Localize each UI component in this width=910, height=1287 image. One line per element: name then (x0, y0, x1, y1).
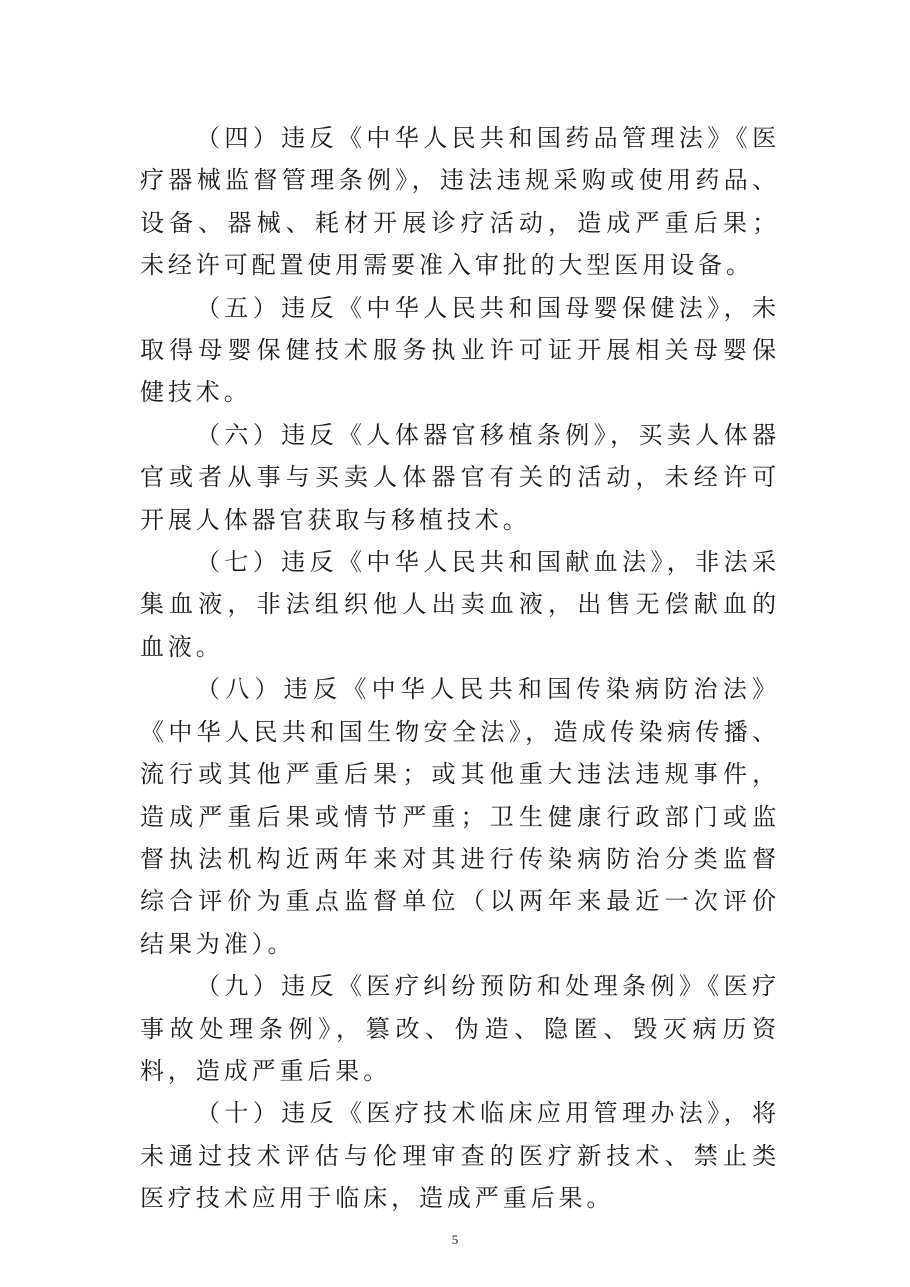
paragraph-item-10: （十）违反《医疗技术临床应用管理办法》，将未通过技术评估与伦理审查的医疗新技术、禁止类医疗技术应用于临床，造成严重后果。 (140, 1099, 780, 1213)
paragraph-item-7: （七）违反《中华人民共和国献血法》，非法采集血液，非法组织他人出卖血液，出售无偿献血的血液。 (140, 548, 780, 661)
document-body (140, 117, 780, 1220)
paragraph-item-6: （六）违反《人体器官移植条例》，买卖人体器官或者从事与买卖人体器官有关的活动，未经许可开展人体器官获取与移植技术。 (140, 420, 780, 534)
paragraph-item-9: （九）违反《医疗纠纷预防和处理条例》《医疗事故处理条例》，篡改、伪造、隐匿、毁灭病历资料，造成严重后果。 (140, 972, 780, 1085)
page-number: 5 (451, 1232, 459, 1247)
paragraph-item-8: （八）违反《中华人民共和国传染病防治法》《中华人民共和国生物安全法》，造成传染病传播、流行或其他严重后果；或其他重大违法违规事件，造成严重后果或情节严重；卫生健康行政部门或监督执法机构近两年来对其进行传染病防治分类监督综合评价为重点监督单位（以两年来最近一次评价结果为准）。 (140, 675, 780, 958)
paragraph-item-4: （四）违反《中华人民共和国药品管理法》《医疗器械监督管理条例》，违法违规采购或使用药品、设备、器械、耗材开展诊疗活动，造成严重后果；未经许可配置使用需要准入审批的大型医用设备。 (140, 124, 780, 280)
paragraph-item-5: （五）违反《中华人民共和国母婴保健法》，未取得母婴保健技术服务执业许可证开展相关母婴保健技术。 (140, 293, 780, 407)
